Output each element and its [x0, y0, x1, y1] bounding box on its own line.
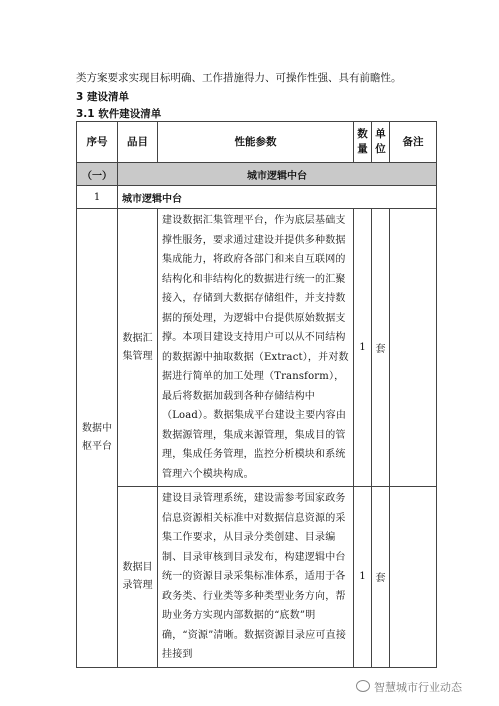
subsection-heading: 3.1 软件建设清单: [76, 108, 162, 120]
section-row: [77, 163, 437, 186]
watermark: [356, 679, 462, 695]
item-note: [390, 487, 437, 668]
category-cell: 数据中枢平台: [77, 209, 118, 668]
item-name: 数据目录管理: [118, 487, 158, 668]
item-name: 数据汇集管理: [118, 209, 158, 487]
item-qty: 1: [354, 487, 372, 668]
sub-title: 城市逻辑中台: [118, 186, 437, 209]
header-unit: 单位: [372, 122, 390, 163]
item-note: [390, 209, 437, 487]
header-qty: 数量: [354, 122, 372, 163]
item-unit: 套: [372, 209, 390, 487]
section-heading: 3 建设清单: [76, 91, 129, 103]
section-seq: （一）: [77, 163, 118, 186]
header-seq: 序号: [77, 122, 118, 163]
sub-seq: 1: [77, 186, 118, 209]
table-header-row: [77, 122, 437, 163]
table-row: [77, 487, 437, 668]
item-description: 建设数据汇集管理平台，作为底层基础支撑性服务，要求通过建设并提供多种数据集成能力，将政府各部门和来自互联网的结构化和非结构化的数据进行统一的汇聚接入，存储到大数据存储组件，并支持数据的预处理，为逻辑中台提供原始数据支撑。本项目建设支持用户可以从不同结构的数据源中抽取数据（Extract），并对数据进行简单的加工处理（Transform），最后将数据加载到各种存储结构中（Load）。数据集成平台建设主要内容由数据源管理，集成来源管理，集成目的管理，集成任务管理，监控分析模块和系统管理六个模块构成。: [158, 209, 354, 487]
header-spec: 性能参数: [158, 122, 354, 163]
header-item: 品目: [118, 122, 158, 163]
wechat-icon: [356, 680, 370, 692]
item-unit: 套: [372, 487, 390, 668]
software-list-table: [76, 121, 437, 668]
intro-paragraph: 类方案要求实现目标明确、工作措施得力、可操作性强、具有前瞻性。: [76, 72, 402, 84]
watermark-text: 智慧城市行业动态: [374, 681, 462, 694]
item-qty: 1: [354, 209, 372, 487]
item-description: 建设目录管理系统，建设需参考国家政务信息资源相关标准中对数据信息资源的采集工作要求，从目录分类创建、目录编制、目录审核到目录发布，构建逻辑中台统一的资源目录采集标准体系，适用于各政务类、行业类等多种类型业务方向，帮助业务方实现内部数据的“底数”明确，“资源”清晰。数据资源目录应可直接挂接到: [158, 487, 354, 668]
header-note: 备注: [390, 122, 437, 163]
table-row: [77, 209, 437, 487]
section-title: 城市逻辑中台: [118, 163, 437, 186]
sub-row: [77, 186, 437, 209]
